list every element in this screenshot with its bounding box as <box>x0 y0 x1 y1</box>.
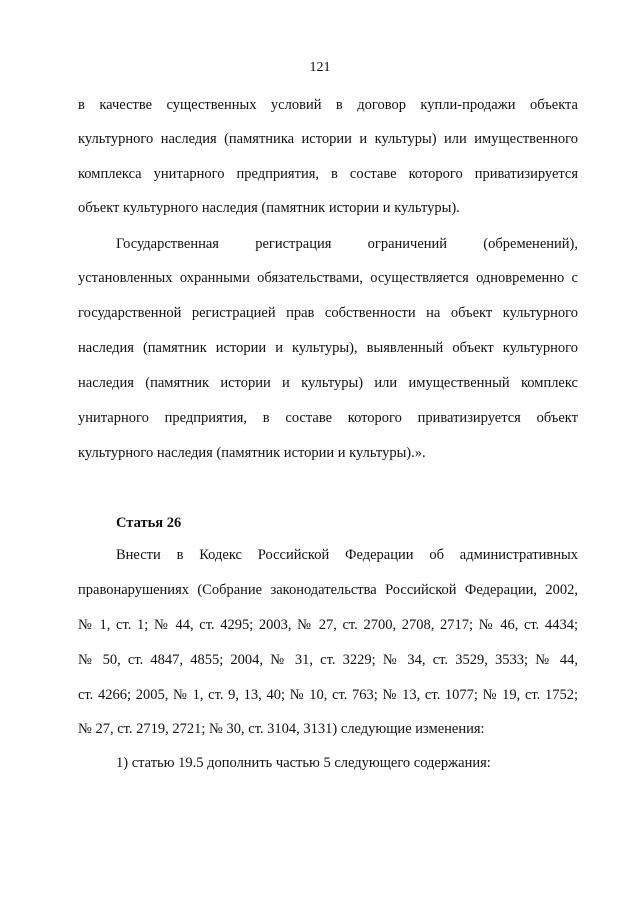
paragraph-line: № 27, ст. 2719, 2721; № 30, ст. 3104, 3131) следующие изменения: <box>78 721 485 737</box>
paragraph-line: наследия (памятник истории и культуры) или имущественный комплекс <box>78 375 578 391</box>
paragraph-line: № 1, ст. 1; № 44, ст. 4295; 2003, № 27, ст. 2700, 2708, 2717; № 46, ст. 4434; <box>78 617 578 633</box>
paragraph-line: в качестве существенных условий в договор купли-продажи объекта <box>78 97 578 113</box>
paragraph-line: унитарного предприятия, в составе которого приватизируется объект <box>78 410 578 426</box>
paragraph-line: установленных охранными обязательствами, осуществляется одновременно с <box>78 270 578 286</box>
paragraph-line: наследия (памятник истории и культуры), выявленный объект культурного <box>78 340 578 356</box>
paragraph-line: культурного наследия (памятник истории и культуры).». <box>78 445 426 461</box>
paragraph-line: Государственная регистрация ограничений (обременений), <box>116 236 578 252</box>
article-heading: Статья 26 <box>116 515 182 531</box>
paragraph-line: Внести в Кодекс Российской Федерации об административных <box>116 547 578 563</box>
paragraph-line: № 50, ст. 4847, 4855; 2004, № 31, ст. 3229; № 34, ст. 3529, 3533; № 44, <box>78 652 578 668</box>
paragraph-line: государственной регистрацией прав собственности на объект культурного <box>78 305 578 321</box>
page-number: 121 <box>309 60 331 75</box>
paragraph-line: правонарушениях (Собрание законодательства Российской Федерации, 2002, <box>78 582 578 598</box>
paragraph-line: 1) статью 19.5 дополнить частью 5 следующего содержания: <box>116 755 491 771</box>
paragraph-line: ст. 4266; 2005, № 1, ст. 9, 13, 40; № 10, ст. 763; № 13, ст. 1077; № 19, ст. 1752; <box>78 687 578 703</box>
paragraph-line: культурного наследия (памятника истории и культуры) или имущественного <box>78 131 578 147</box>
paragraph-line: объект культурного наследия (памятник истории и культуры). <box>78 200 460 216</box>
paragraph-line: комплекса унитарного предприятия, в составе которого приватизируется <box>78 166 578 182</box>
